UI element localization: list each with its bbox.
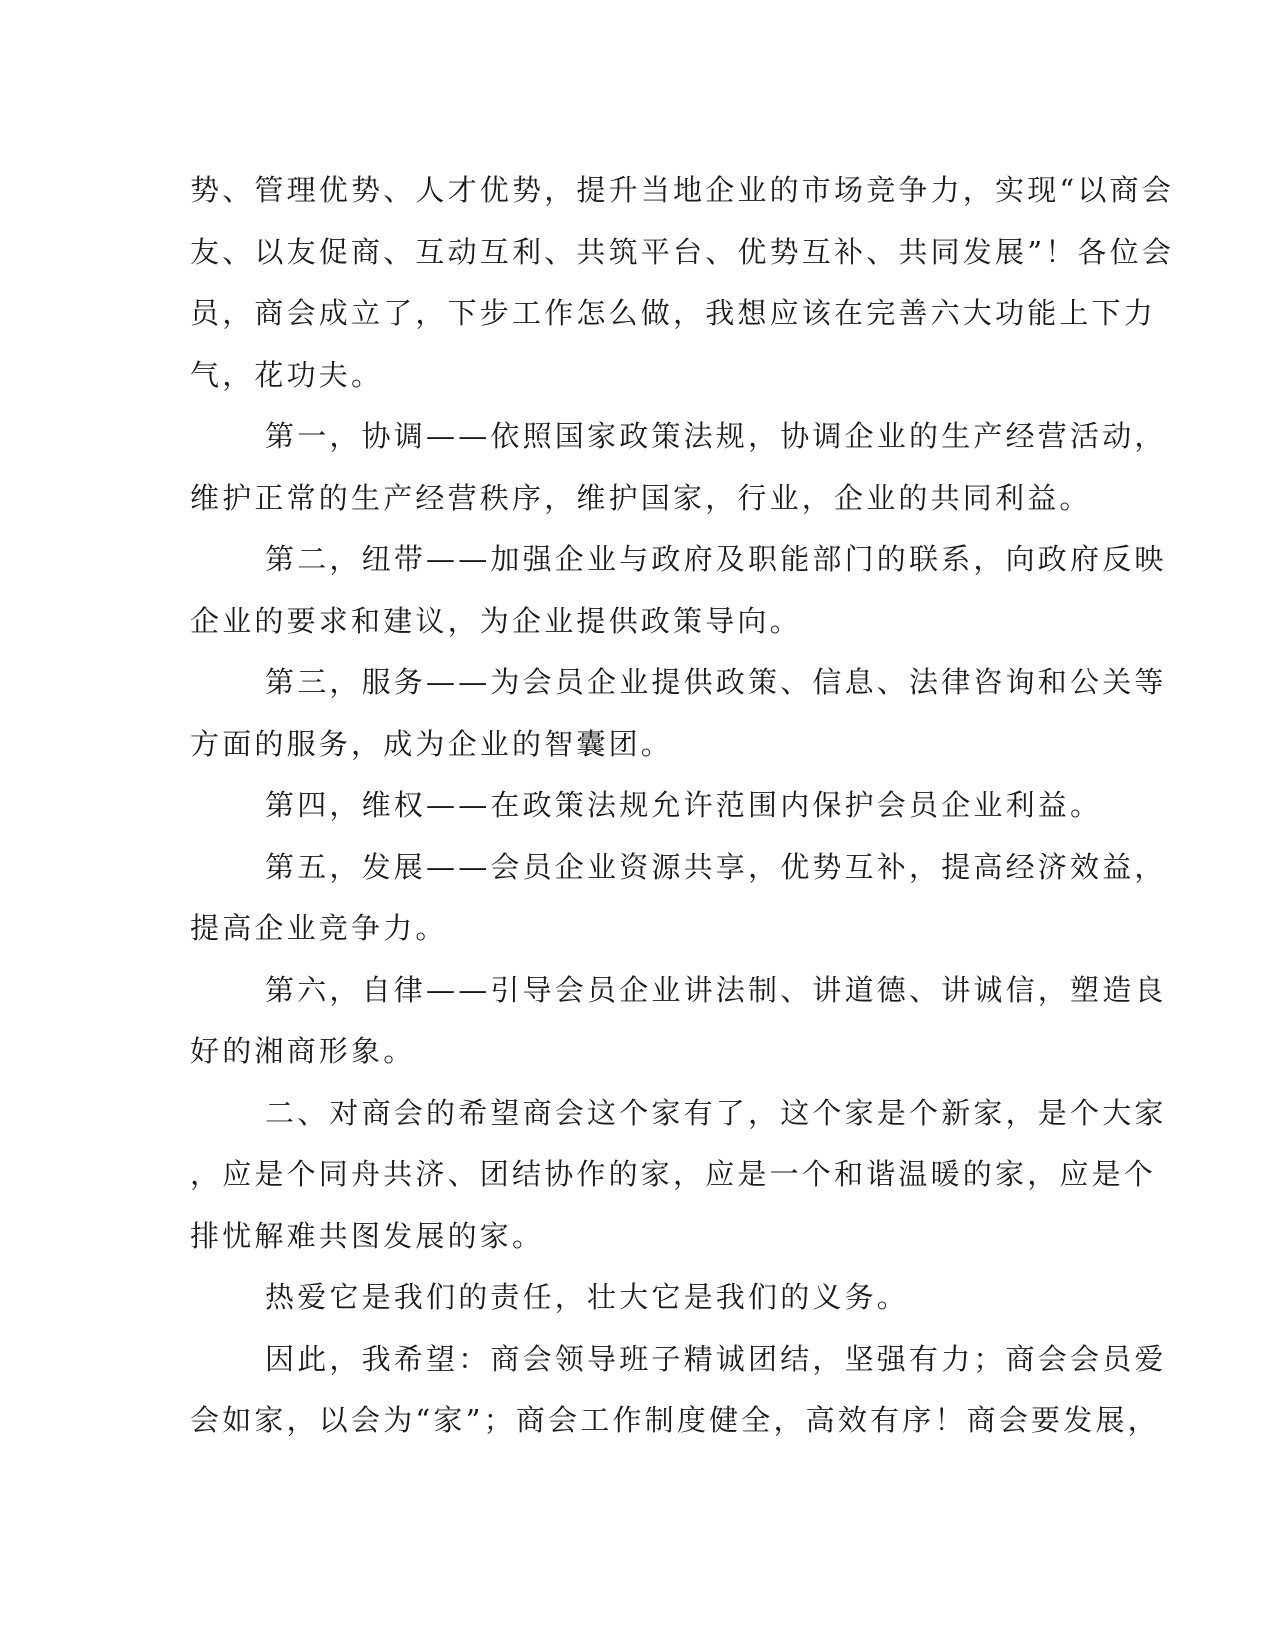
text-line: 第五，发展——会员企业资源共享，优势互补，提高经济效益，	[265, 849, 1167, 884]
text-line: 企业的要求和建议，为企业提供政策导向。	[190, 603, 802, 638]
text-line: 第六，自律——引导会员企业讲法制、讲道德、讲诚信，塑造良	[265, 972, 1167, 1007]
text-line: 因此，我希望：商会领导班子精诚团结，坚强有力；商会会员爱	[265, 1341, 1167, 1376]
text-line: 方面的服务，成为企业的智囊团。	[190, 726, 674, 761]
text-line: 二、对商会的希望商会这个家有了，这个家是个新家，是个大家	[265, 1095, 1167, 1130]
text-line: 第二，纽带——加强企业与政府及职能部门的联系，向政府反映	[265, 542, 1167, 576]
text-line: 第四，维权——在政策法规允许范围内保护会员企业利益。	[265, 788, 1103, 822]
text-line: 势、管理优势、人才优势，提升当地企业的市场竞争力，实现“以商会	[190, 173, 1175, 207]
text-line: 第三，服务——为会员企业提供政策、信息、法律咨询和公关等	[265, 665, 1167, 699]
text-line: 气，花功夫。	[190, 357, 384, 392]
text-line: 好的湘商形象。	[190, 1034, 416, 1068]
text-line: 员，商会成立了，下步工作怎么做，我想应该在完善六大功能上下力	[190, 296, 1157, 330]
text-line: 热爱它是我们的责任，壮大它是我们的义务。	[265, 1280, 910, 1314]
text-line: 排忧解难共图发展的家。	[190, 1218, 545, 1253]
text-line: ，应是个同舟共济、团结协作的家，应是一个和谐温暖的家，应是个	[190, 1157, 1157, 1191]
text-line: 提高企业竞争力。	[190, 911, 448, 945]
text-line: 维护正常的生产经营秩序，维护国家，行业，企业的共同利益。	[190, 480, 1092, 515]
text-line: 会如家，以会为“家”；商会工作制度健全，高效有序！商会要发展，	[190, 1403, 1160, 1437]
document-body	[190, 160, 1175, 1452]
text-line: 友、以友促商、互动互利、共筑平台、优势互补、共同发展”！各位会	[190, 234, 1175, 269]
text-line: 第一，协调——依照国家政策法规，协调企业的生产经营活动，	[265, 419, 1167, 453]
